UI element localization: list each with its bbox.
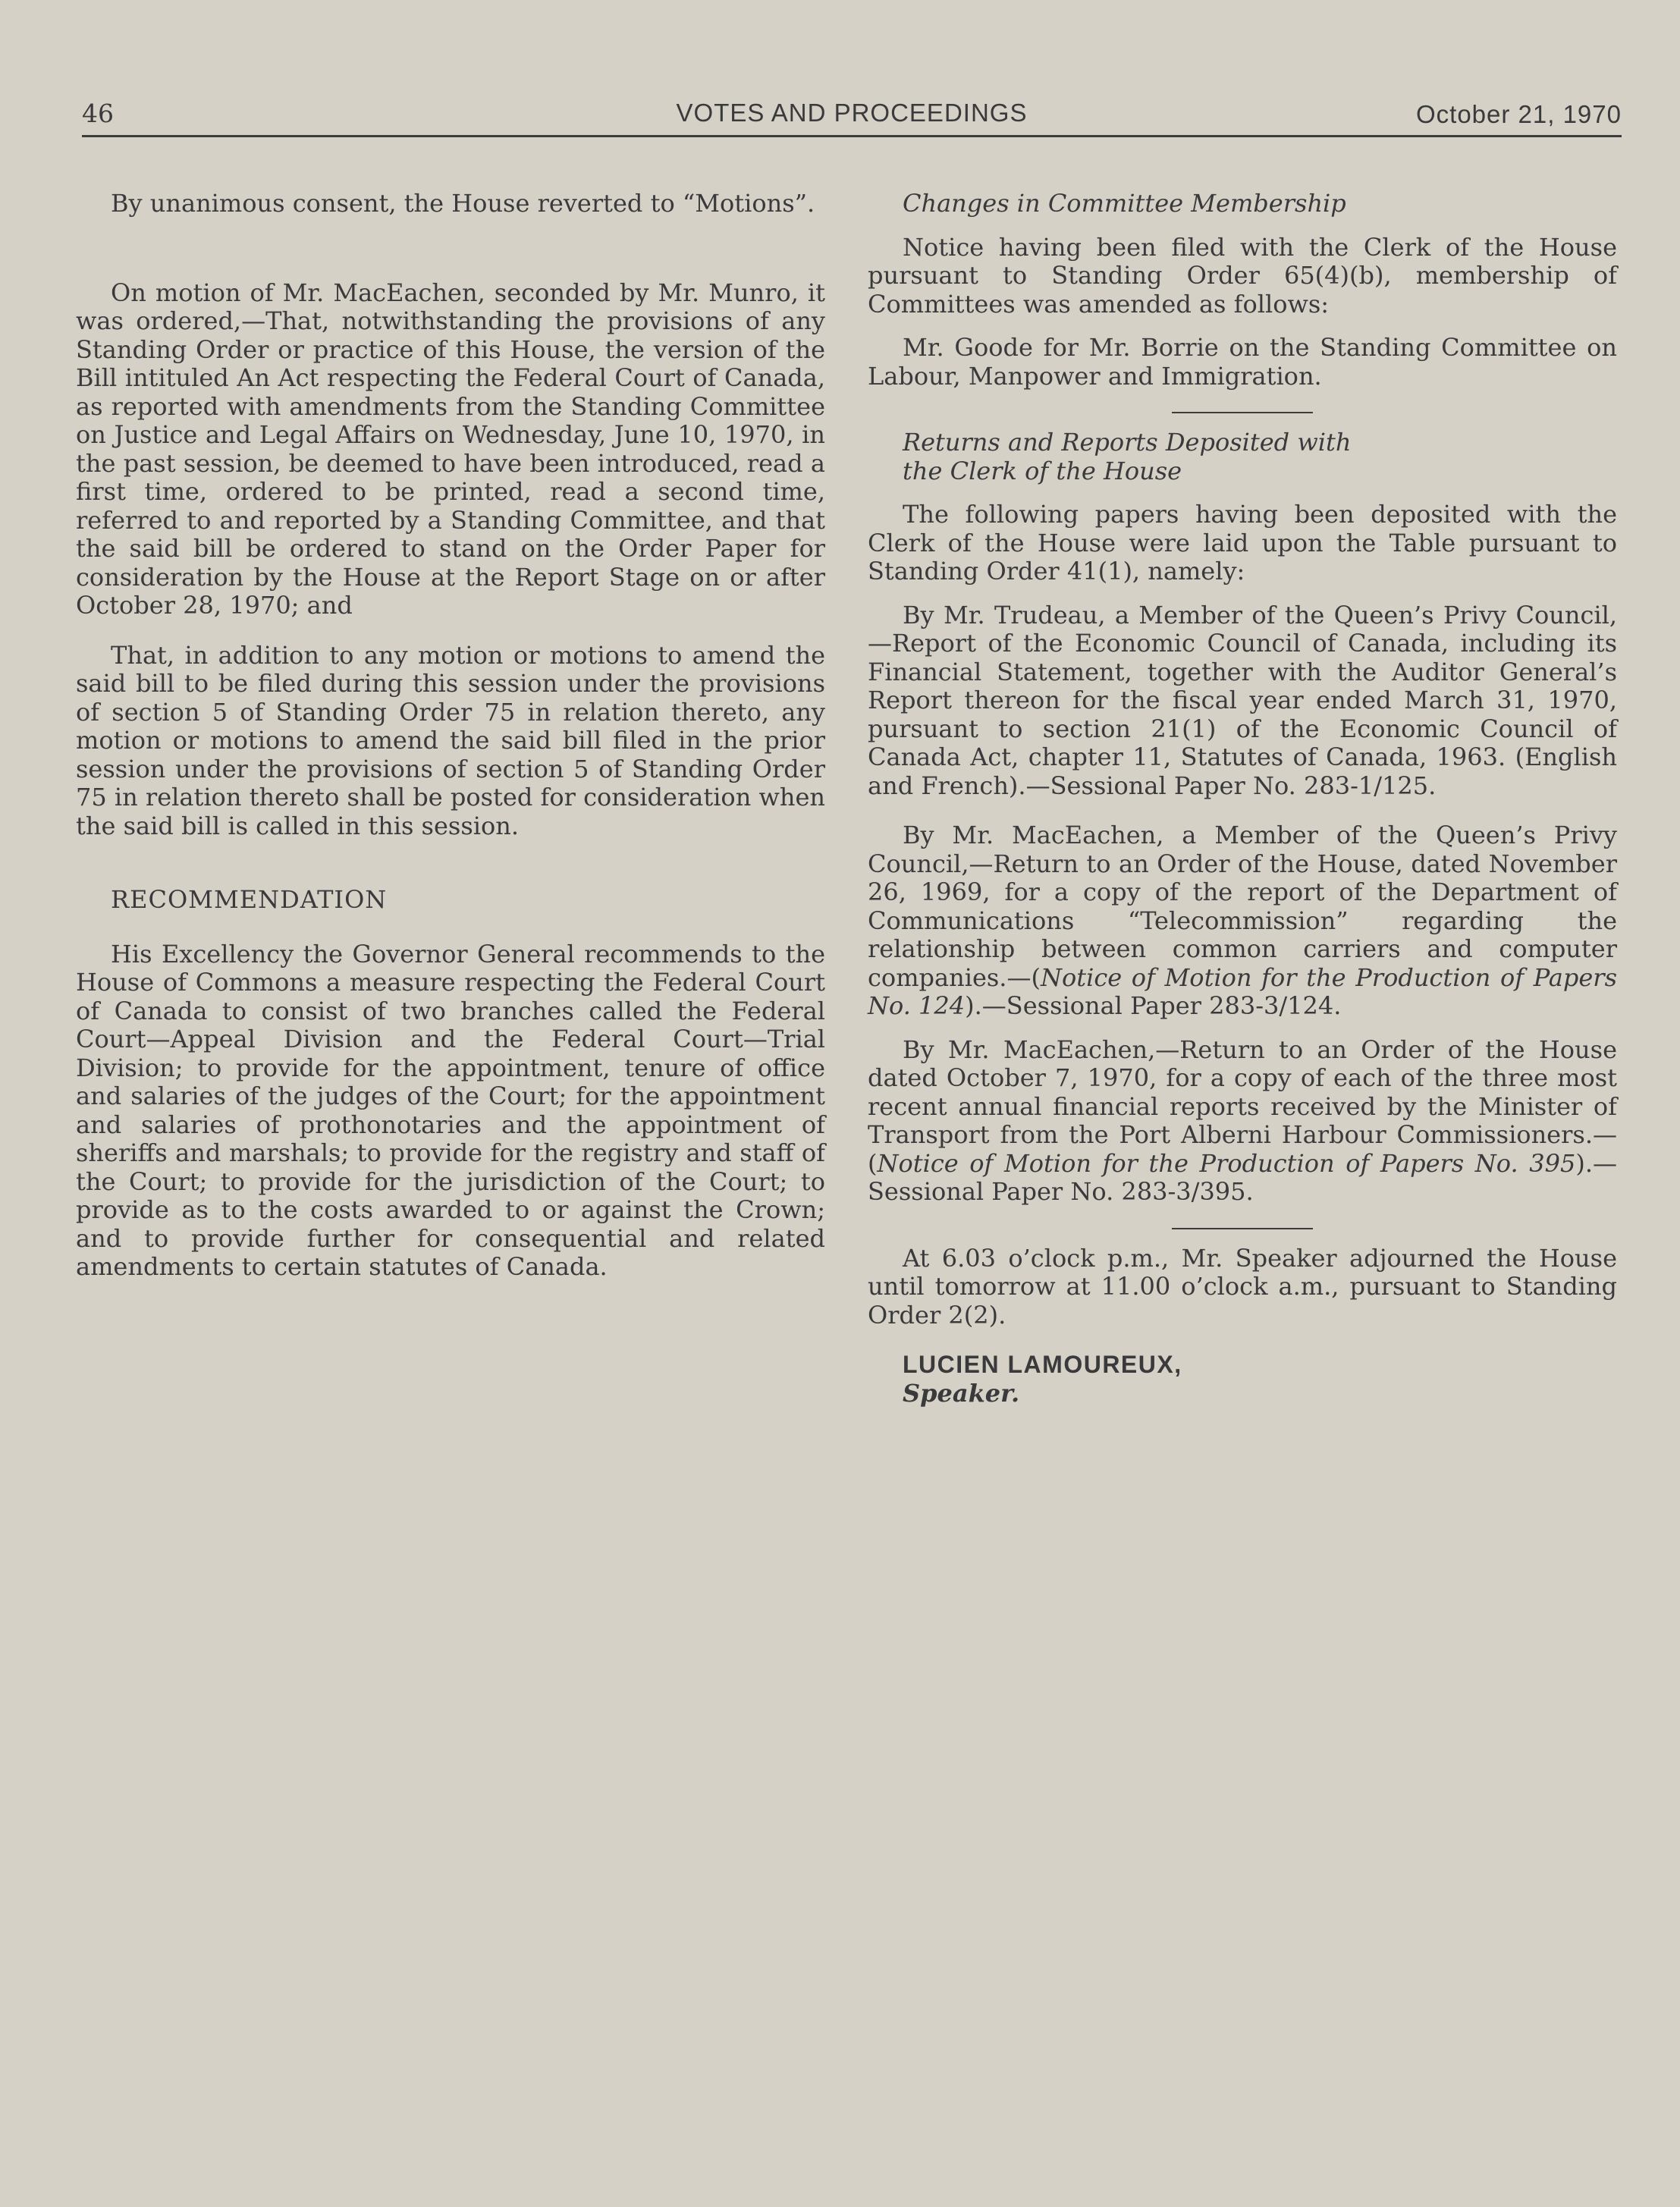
- running-header: [82, 97, 1622, 137]
- right-column: [868, 190, 1617, 1408]
- committee-change-paragraph: Mr. Goode for Mr. Borrie on the Standing Committee on Labour, Manpower and Immigration.: [868, 333, 1617, 391]
- returns-heading-line-2: the Clerk of the House: [903, 456, 1182, 485]
- motion-paragraph: On motion of Mr. MacEachen, seconded by Mr. Munro, it was ordered,—That, notwithstanding the provisions of any Standing Order or practice of this House, the version of the Bill intituled An Act respecting the Federal Court of Canada, as reported with amendments from the Standing Committee on Justice and Legal Affairs on Wednesday, June 10, 1970, in the past session, be deemed to have been introduced, read a first time, ordered to be printed, read a second time, referred to and reported by a Standing Committee, and that the said bill be ordered to stand on the Order Paper for consideration by the House at the Report Stage on or after October 28, 1970; and: [76, 278, 825, 620]
- signature-title: Speaker.: [903, 1378, 1020, 1408]
- page-number: 46: [82, 99, 114, 128]
- left-column: [76, 190, 825, 1282]
- header-date: October 21, 1970: [1415, 100, 1622, 128]
- amendment-paragraph: That, in addition to any motion or motions to amend the said bill to be filed during this session under the provisions of section 5 of Standing Order 75 in relation thereto, any motion or motions to amend the said bill filed in the prior session under the provisions of section 5 of Standing Order 75 in relation thereto shall be posted for consideration when the said bill is called in this session.: [76, 640, 826, 840]
- recommendation-paragraph: His Excellency the Governor General recommends to the House of Commons a measure respecting the Federal Court of Canada to consist of two branches called the Federal Court—Appeal Division and the Federal Court—Trial Division; to provide for the appointment, tenure of office and salaries of the judges of the Court; for the appointment and salaries of prothonotaries and the appointment of sheriffs and marshals; to provide for the registry and staff of the Court; to provide for the jurisdiction of the Court; to provide as to the costs awarded to or against the Crown; and to provide further for consequential and related amendments to certain statutes of Canada.: [76, 939, 825, 1281]
- maceachen-telecommission-paragraph: By Mr. MacEachen, a Member of the Queen’s Privy Council,—Return to an Order of the House, dated November 26, 1969, for a copy of the report of the Department of Communications “Telecommission” regarding the relationship between common carriers and computer companies.—(Notice of Motion for the Production of Papers No. 124).—Sessional Paper 283-3/124.: [868, 821, 1617, 1020]
- notice-of-motion-124: Notice of Motion for the Production of Papers No. 124: [868, 962, 1617, 1020]
- committee-heading: Changes in Committee Membership: [903, 189, 1346, 218]
- trudeau-return-paragraph: By Mr. Trudeau, a Member of the Queen’s Privy Council,—Report of the Economic Council of Canada, including its Financial Statement, together with the Auditor General’s Report thereon for the fiscal year ended March 31, 1970, pursuant to section 21(1) of the Economic Council of Canada Act, chapter 11, Statutes of Canada, 1963. (English and French).—Sessional Paper No. 283-1/125.: [868, 600, 1617, 800]
- returns-heading-line-1: Returns and Reports Deposited with: [903, 428, 1352, 457]
- adjournment-paragraph: At 6.03 o’clock p.m., Mr. Speaker adjourned the House until tomorrow at 11.00 o’clock a.m., pursuant to Standing Order 2(2).: [868, 1243, 1617, 1330]
- publication-title: VOTES AND PROCEEDINGS: [676, 99, 1028, 127]
- committee-notice-paragraph: Notice having been filed with the Clerk of the House pursuant to Standing Order 65(4)(b), membership of Committees was amended as follows:: [868, 232, 1617, 319]
- notice-of-motion-395: Notice of Motion for the Production of Papers No. 395: [877, 1148, 1576, 1178]
- maceachen-port-alberni-paragraph: By Mr. MacEachen,—Return to an Order of the House dated October 7, 1970, for a copy of each of the three most recent annual financial reports received by the Minister of Transport from the Port Alberni Harbour Commissioners.—(Notice of Motion for the Production of Papers No. 395).—Sessional Paper No. 283-3/395.: [868, 1034, 1617, 1206]
- recommendation-heading: RECOMMENDATION: [111, 885, 388, 914]
- returns-intro-paragraph: The following papers having been deposited with the Clerk of the House were laid upon the Table pursuant to Standing Order 41(1), namely:: [868, 500, 1617, 585]
- unanimous-consent-paragraph: By unanimous consent, the House reverted to “Motions”.: [111, 189, 815, 218]
- signature-name: LUCIEN LAMOUREUX,: [903, 1351, 1182, 1378]
